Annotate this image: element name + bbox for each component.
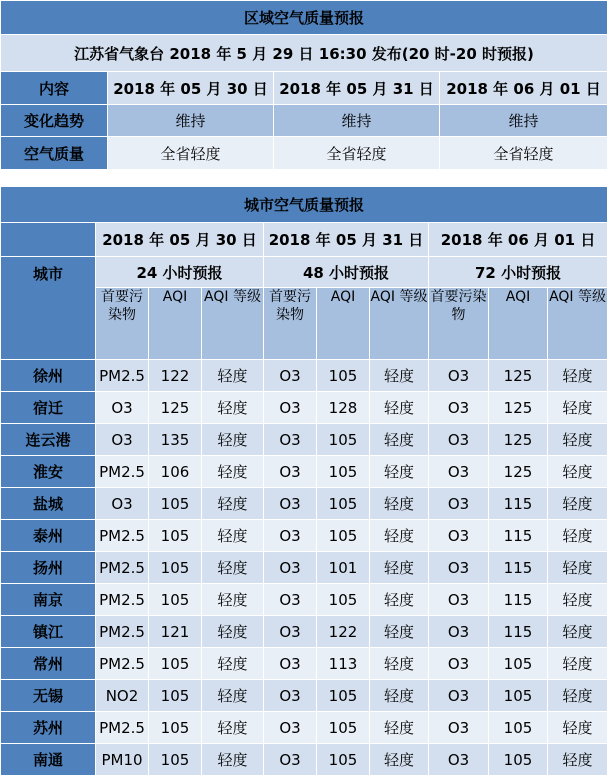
primary-pollutant: O3: [429, 360, 489, 392]
table-row: [1, 712, 607, 744]
aqi-level: 轻度: [370, 744, 429, 776]
aqi-level: 轻度: [548, 712, 607, 744]
aqi-value: 105: [489, 648, 548, 680]
primary-pollutant: O3: [429, 712, 489, 744]
aqi-level: 轻度: [202, 648, 264, 680]
primary-pollutant: O3: [264, 616, 317, 648]
city-date-header: 2018 年 05 月 31 日: [264, 223, 429, 257]
aqi-level: 轻度: [370, 648, 429, 680]
aqi-value: 115: [489, 584, 548, 616]
aqi-value: 121: [149, 616, 202, 648]
aqi-value: 122: [317, 616, 370, 648]
city-name: 南京: [1, 584, 96, 616]
aqi-value: 101: [317, 552, 370, 584]
city-rows: [1, 360, 607, 776]
primary-pollutant: O3: [429, 680, 489, 712]
primary-pollutant: O3: [264, 424, 317, 456]
primary-pollutant: PM2.5: [96, 584, 149, 616]
trend-value: 维持: [108, 105, 274, 137]
aqi-level: 轻度: [548, 616, 607, 648]
pollutant-header: 首要污染物: [264, 288, 317, 360]
aqi-level: 轻度: [548, 456, 607, 488]
primary-pollutant: O3: [264, 392, 317, 424]
regional-date-header: 2018 年 06 月 01 日: [440, 72, 607, 105]
aqi-level: 轻度: [370, 520, 429, 552]
aqi-value: 115: [489, 520, 548, 552]
table-row: [1, 680, 607, 712]
primary-pollutant: O3: [264, 552, 317, 584]
aqi-value: 105: [149, 680, 202, 712]
aqi-value: 125: [149, 392, 202, 424]
city-name: 扬州: [1, 552, 96, 584]
primary-pollutant: O3: [429, 456, 489, 488]
primary-pollutant: O3: [429, 616, 489, 648]
city-title: 城市空气质量预报: [1, 187, 607, 223]
city-name: 淮安: [1, 456, 96, 488]
city-date-header: 2018 年 05 月 30 日: [96, 223, 264, 257]
primary-pollutant: PM2.5: [96, 616, 149, 648]
primary-pollutant: O3: [96, 392, 149, 424]
city-name: 南通: [1, 744, 96, 776]
aqi-level: 轻度: [548, 648, 607, 680]
primary-pollutant: O3: [429, 744, 489, 776]
table-row: [1, 456, 607, 488]
primary-pollutant: NO2: [96, 680, 149, 712]
primary-pollutant: PM2.5: [96, 520, 149, 552]
aqi-value: 105: [149, 552, 202, 584]
content-header: 内容: [1, 72, 108, 105]
aqi-value: 125: [489, 456, 548, 488]
table-row: [1, 488, 607, 520]
primary-pollutant: O3: [264, 360, 317, 392]
primary-pollutant: PM2.5: [96, 552, 149, 584]
primary-pollutant: O3: [429, 392, 489, 424]
aqi-level: 轻度: [548, 392, 607, 424]
aqi-level: 轻度: [202, 680, 264, 712]
aqi-value: 115: [489, 488, 548, 520]
city-name: 镇江: [1, 616, 96, 648]
aqi-level: 轻度: [370, 456, 429, 488]
primary-pollutant: O3: [264, 648, 317, 680]
aqi-value: 105: [317, 520, 370, 552]
table-row: [1, 648, 607, 680]
aqi-level: 轻度: [202, 584, 264, 616]
aqi-value: 105: [149, 520, 202, 552]
aqi-value: 122: [149, 360, 202, 392]
aqi-value: 125: [489, 392, 548, 424]
trend-value: 维持: [274, 105, 440, 137]
primary-pollutant: PM2.5: [96, 456, 149, 488]
table-row: [1, 360, 607, 392]
forecast-span-header: 72 小时预报: [429, 257, 607, 288]
table-row: [1, 520, 607, 552]
aqi-level-header: AQI 等级: [548, 288, 607, 360]
table-row: [1, 424, 607, 456]
regional-forecast-table: [0, 0, 607, 170]
table-row: [1, 744, 607, 776]
corner-cell: [1, 223, 96, 257]
primary-pollutant: O3: [264, 520, 317, 552]
primary-pollutant: PM2.5: [96, 360, 149, 392]
aqi-value: 105: [149, 744, 202, 776]
primary-pollutant: PM2.5: [96, 712, 149, 744]
aqi-value: 105: [317, 712, 370, 744]
city-forecast-table: [0, 186, 607, 776]
aqi-value: 105: [149, 488, 202, 520]
aqi-level: 轻度: [370, 584, 429, 616]
aqi-value: 105: [317, 584, 370, 616]
primary-pollutant: O3: [429, 424, 489, 456]
aqi-value: 105: [317, 456, 370, 488]
primary-pollutant: O3: [264, 712, 317, 744]
primary-pollutant: O3: [429, 488, 489, 520]
pollutant-header: 首要污染物: [96, 288, 149, 360]
aqi-value: 125: [489, 360, 548, 392]
trend-label: 变化趋势: [1, 105, 108, 137]
aqi-value: 105: [317, 488, 370, 520]
table-row: [1, 552, 607, 584]
primary-pollutant: O3: [429, 552, 489, 584]
primary-pollutant: O3: [264, 488, 317, 520]
aqi-level: 轻度: [202, 712, 264, 744]
trend-value: 维持: [440, 105, 607, 137]
pollutant-header: 首要污染物: [429, 288, 489, 360]
air-quality-label: 空气质量: [1, 137, 108, 170]
air-quality-value: 全省轻度: [440, 137, 607, 170]
primary-pollutant: O3: [264, 456, 317, 488]
primary-pollutant: O3: [264, 584, 317, 616]
aqi-level: 轻度: [548, 552, 607, 584]
city-name: 徐州: [1, 360, 96, 392]
aqi-value: 105: [149, 584, 202, 616]
forecast-span-header: 48 小时预报: [264, 257, 429, 288]
aqi-level: 轻度: [202, 392, 264, 424]
aqi-level: 轻度: [370, 712, 429, 744]
aqi-level: 轻度: [202, 360, 264, 392]
primary-pollutant: PM2.5: [96, 648, 149, 680]
primary-pollutant: O3: [264, 744, 317, 776]
table-row: [1, 584, 607, 616]
aqi-value: 115: [489, 552, 548, 584]
aqi-level-header: AQI 等级: [370, 288, 429, 360]
aqi-value: 105: [317, 744, 370, 776]
aqi-header: AQI: [489, 288, 548, 360]
aqi-level: 轻度: [202, 424, 264, 456]
aqi-level: 轻度: [202, 744, 264, 776]
aqi-value: 125: [489, 424, 548, 456]
aqi-value: 135: [149, 424, 202, 456]
primary-pollutant: O3: [96, 424, 149, 456]
city-name: 宿迁: [1, 392, 96, 424]
primary-pollutant: O3: [429, 520, 489, 552]
aqi-level: 轻度: [548, 744, 607, 776]
regional-date-header: 2018 年 05 月 31 日: [274, 72, 440, 105]
aqi-value: 105: [317, 360, 370, 392]
primary-pollutant: O3: [96, 488, 149, 520]
aqi-level: 轻度: [548, 424, 607, 456]
air-quality-value: 全省轻度: [108, 137, 274, 170]
aqi-level: 轻度: [202, 552, 264, 584]
aqi-value: 105: [489, 712, 548, 744]
aqi-level-header: AQI 等级: [202, 288, 264, 360]
regional-date-header: 2018 年 05 月 30 日: [108, 72, 274, 105]
aqi-level: 轻度: [548, 360, 607, 392]
aqi-header: AQI: [317, 288, 370, 360]
aqi-value: 105: [317, 680, 370, 712]
city-date-header: 2018 年 06 月 01 日: [429, 223, 607, 257]
aqi-value: 128: [317, 392, 370, 424]
aqi-level: 轻度: [202, 456, 264, 488]
aqi-level: 轻度: [202, 488, 264, 520]
aqi-level: 轻度: [202, 520, 264, 552]
aqi-value: 105: [489, 744, 548, 776]
primary-pollutant: O3: [429, 648, 489, 680]
aqi-level: 轻度: [202, 616, 264, 648]
aqi-value: 106: [149, 456, 202, 488]
aqi-level: 轻度: [548, 488, 607, 520]
aqi-level: 轻度: [370, 360, 429, 392]
aqi-level: 轻度: [548, 520, 607, 552]
aqi-level: 轻度: [370, 424, 429, 456]
aqi-value: 115: [489, 616, 548, 648]
city-name: 盐城: [1, 488, 96, 520]
table-row: [1, 616, 607, 648]
primary-pollutant: O3: [429, 584, 489, 616]
aqi-level: 轻度: [370, 616, 429, 648]
aqi-header: AQI: [149, 288, 202, 360]
aqi-level: 轻度: [548, 584, 607, 616]
aqi-value: 105: [317, 424, 370, 456]
city-name: 苏州: [1, 712, 96, 744]
city-name: 无锡: [1, 680, 96, 712]
aqi-value: 113: [317, 648, 370, 680]
aqi-value: 105: [149, 648, 202, 680]
regional-title: 区域空气质量预报: [1, 1, 607, 35]
primary-pollutant: O3: [264, 680, 317, 712]
city-name: 常州: [1, 648, 96, 680]
city-name: 连云港: [1, 424, 96, 456]
aqi-level: 轻度: [548, 680, 607, 712]
city-name: 泰州: [1, 520, 96, 552]
aqi-level: 轻度: [370, 680, 429, 712]
air-quality-value: 全省轻度: [274, 137, 440, 170]
aqi-value: 105: [149, 712, 202, 744]
table-row: [1, 392, 607, 424]
primary-pollutant: PM10: [96, 744, 149, 776]
aqi-value: 105: [489, 680, 548, 712]
forecast-span-header: 24 小时预报: [96, 257, 264, 288]
city-column-header: 城市: [1, 257, 96, 360]
regional-subtitle: 江苏省气象台 2018 年 5 月 29 日 16:30 发布(20 时-20 时预报): [1, 35, 607, 72]
aqi-level: 轻度: [370, 552, 429, 584]
aqi-level: 轻度: [370, 392, 429, 424]
aqi-level: 轻度: [370, 488, 429, 520]
